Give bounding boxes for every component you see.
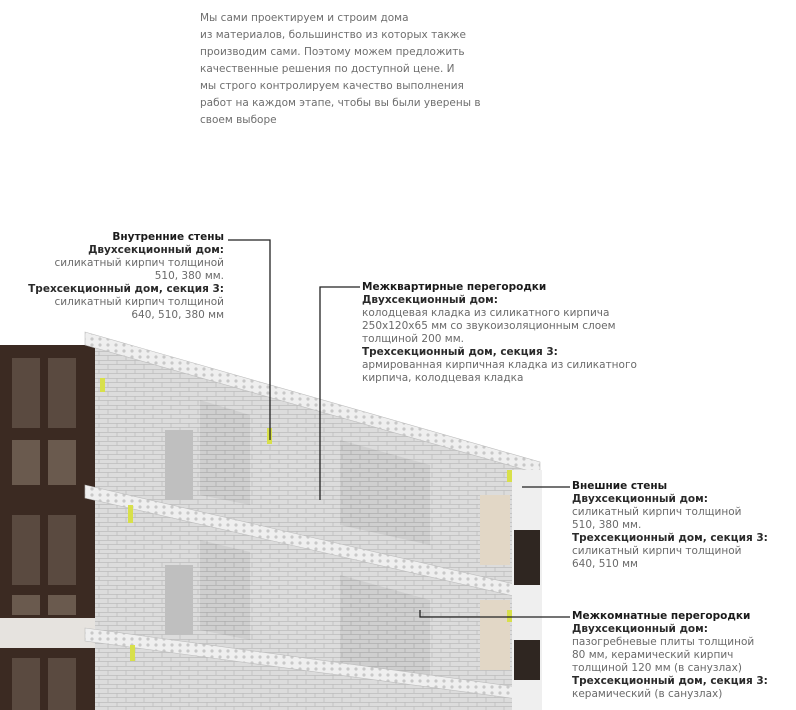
callout-inner-walls bbox=[0, 231, 224, 322]
inner-walls-sub1: Двухсекционный дом: bbox=[88, 244, 224, 256]
room-partitions-sub1: Двухсекционный дом: bbox=[572, 623, 708, 635]
callout-outer-walls bbox=[572, 480, 787, 571]
outer-walls-sub1: Двухсекционный дом: bbox=[572, 493, 708, 505]
inner-walls-desc2: силикатный кирпич толщиной 640, 510, 380 мм bbox=[54, 296, 224, 321]
room-partitions-sub2: Трехсекционный дом, секция 3: bbox=[572, 675, 768, 687]
apartment-partitions-title: Межквартирные перегородки bbox=[362, 281, 547, 293]
apartment-partitions-desc2: армированная кирпичная кладка из силикатного кирпича, колодцевая кладка bbox=[362, 359, 637, 384]
inner-walls-sub2: Трехсекционный дом, секция 3: bbox=[28, 283, 224, 295]
callout-room-partitions bbox=[572, 610, 787, 701]
apartment-partitions-sub2: Трехсекционный дом, секция 3: bbox=[362, 346, 558, 358]
room-partitions-desc1: пазогребневые плиты толщиной 80 мм, керамический кирпич толщиной 120 мм (в санузлах) bbox=[572, 636, 755, 674]
inner-walls-title: Внутренние стены bbox=[112, 231, 224, 243]
outer-walls-title: Внешние стены bbox=[572, 480, 668, 492]
apartment-partitions-sub1: Двухсекционный дом: bbox=[362, 294, 498, 306]
brick-facade bbox=[95, 340, 540, 710]
outer-walls-sub2: Трехсекционный дом, секция 3: bbox=[572, 532, 768, 544]
inner-walls-desc1: силикатный кирпич толщиной 510, 380 мм. bbox=[54, 257, 224, 282]
side-wall bbox=[512, 470, 542, 710]
callout-apartment-partitions bbox=[362, 281, 682, 385]
intro-text: Мы сами проектируем и строим дома из материалов, большинство из которых также производим сами. Поэтому можем предложить качественные решения по доступной цене. И мы строго контролируем качество выполнения работ на каждом этапе, чтобы вы были уверены в своем выборе bbox=[200, 12, 481, 126]
apartment-partitions-desc1: колодцевая кладка из силикатного кирпича 250х120х65 мм со звукоизоляционным слоем толщиной 200 мм. bbox=[362, 307, 616, 345]
room-partitions-title: Межкомнатные перегородки bbox=[572, 610, 751, 622]
outer-walls-desc2: силикатный кирпич толщиной 640, 510 мм bbox=[572, 545, 742, 570]
balcony-block bbox=[0, 345, 95, 710]
outer-walls-desc1: силикатный кирпич толщиной 510, 380 мм. bbox=[572, 506, 742, 531]
room-partitions-desc2: керамический (в санузлах) bbox=[572, 688, 723, 700]
